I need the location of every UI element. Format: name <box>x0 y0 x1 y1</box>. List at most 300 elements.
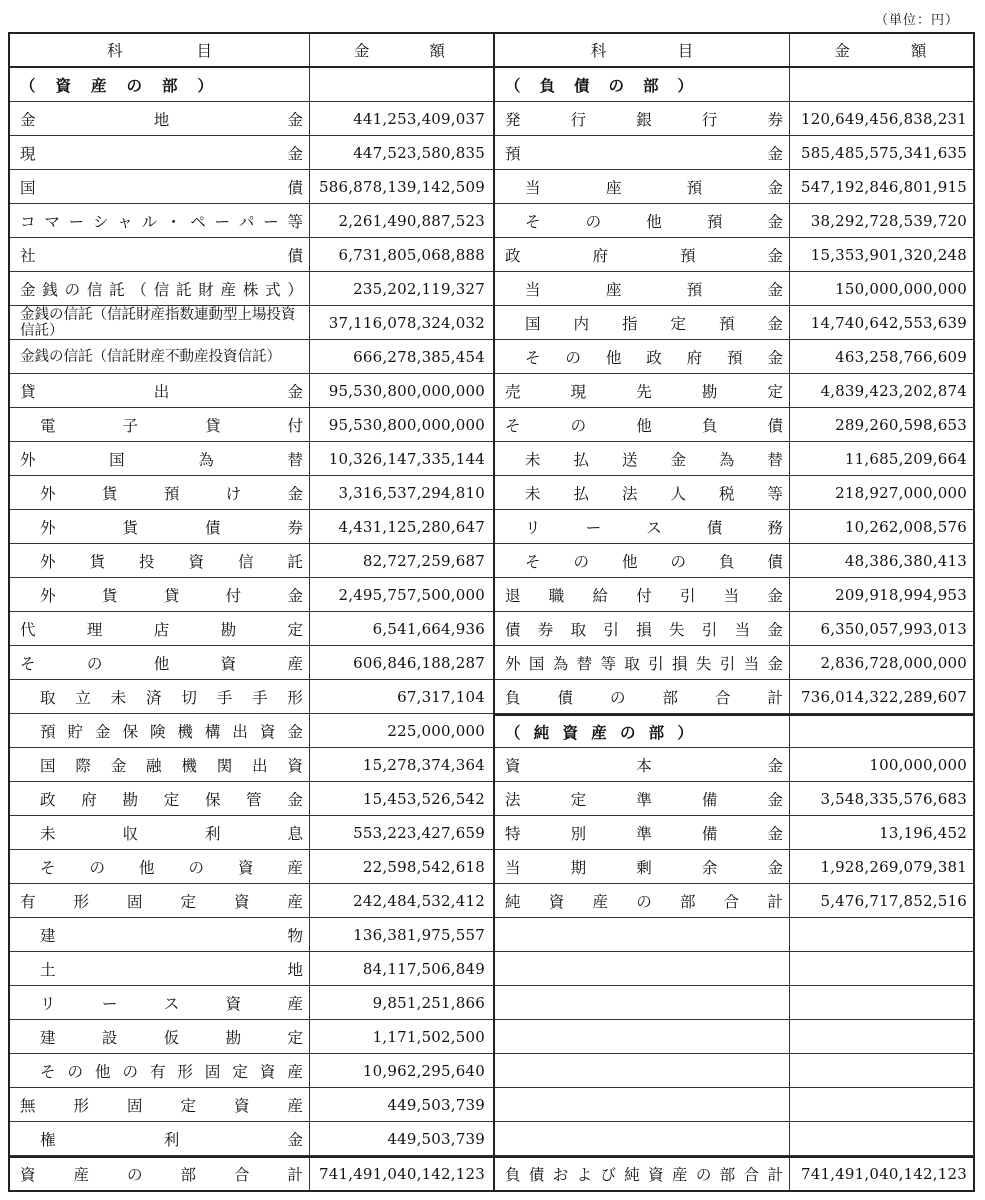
table-row <box>10 816 493 850</box>
amount-cell <box>310 544 493 577</box>
table-row <box>10 1020 493 1054</box>
row-label: 金 銭 の 信 託 （ 信 託 財 産 株 式 ） <box>20 280 303 299</box>
subject-cell <box>10 986 310 1019</box>
table-row <box>10 476 493 510</box>
amount-cell <box>790 816 975 849</box>
table-row <box>495 646 975 680</box>
row-amount: 441,253,409,037 <box>353 109 485 128</box>
table-row <box>10 680 493 714</box>
table-row <box>10 918 493 952</box>
total-row-liabilities-equity <box>495 1156 975 1190</box>
table-row <box>495 136 975 170</box>
section-title: （ 資 産 の 部 ） <box>20 75 213 95</box>
row-amount: 225,000,000 <box>387 721 485 740</box>
subject-cell <box>10 340 310 373</box>
row-amount: 14,740,642,553,639 <box>810 313 967 332</box>
subject-cell <box>10 408 310 441</box>
row-label: 金銭の信託（信託財産不動産投資信託） <box>20 348 281 365</box>
balance-sheet-table <box>8 32 975 1192</box>
row-amount: 3,316,537,294,810 <box>338 483 485 502</box>
row-label: 特 別 準 備 金 <box>505 824 783 843</box>
subject-cell <box>495 1158 790 1190</box>
amount-cell <box>310 408 493 441</box>
table-row <box>10 952 493 986</box>
row-amount: 2,261,490,887,523 <box>338 211 485 230</box>
table-row <box>495 374 975 408</box>
row-label: そ の 他 の 有 形 固 定 資 産 <box>40 1062 303 1081</box>
amount-cell <box>310 680 493 713</box>
subject-cell <box>495 442 790 475</box>
row-label: 外 貨 債 券 <box>40 518 303 537</box>
amount-cell <box>790 646 975 679</box>
subject-cell <box>10 748 310 781</box>
row-label: 国 内 指 定 預 金 <box>525 314 783 333</box>
table-row <box>10 884 493 918</box>
amount-cell <box>790 510 975 543</box>
assets-column <box>10 34 495 1190</box>
table-row <box>10 374 493 408</box>
row-label: 国 際 金 融 機 関 出 資 <box>40 756 303 775</box>
row-amount: 82,727,259,687 <box>362 551 485 570</box>
row-amount: 150,000,000,000 <box>835 279 967 298</box>
row-label: 預 貯 金 保 険 機 構 出 資 金 <box>40 722 303 741</box>
table-row <box>495 340 975 374</box>
row-amount: 2,495,757,500,000 <box>338 585 485 604</box>
row-amount: 6,541,664,936 <box>372 619 485 638</box>
row-amount: 242,484,532,412 <box>353 891 485 910</box>
amount-cell <box>310 918 493 951</box>
subject-cell <box>495 1122 790 1155</box>
row-label: 純 資 産 の 部 合 計 <box>505 892 783 911</box>
row-label: 資 本 金 <box>505 756 783 775</box>
row-label: 外 貨 預 け 金 <box>40 484 303 503</box>
subject-cell <box>10 374 310 407</box>
amount-cell <box>790 476 975 509</box>
amount-cell <box>790 1054 975 1087</box>
subject-cell <box>495 952 790 985</box>
row-amount: 15,353,901,320,248 <box>810 245 967 264</box>
amount-cell <box>790 952 975 985</box>
row-amount: 235,202,119,327 <box>353 279 485 298</box>
row-amount: 218,927,000,000 <box>835 483 967 502</box>
amount-cell <box>310 578 493 611</box>
row-label: 土 地 <box>40 960 303 979</box>
subject-cell <box>10 544 310 577</box>
row-amount: 1,171,502,500 <box>372 1027 485 1046</box>
amount-cell <box>310 952 493 985</box>
row-amount: 37,116,078,324,032 <box>328 313 485 332</box>
subject-cell <box>10 238 310 271</box>
table-row <box>495 680 975 714</box>
table-row <box>495 170 975 204</box>
empty-row <box>495 986 975 1020</box>
row-amount: 6,350,057,993,013 <box>820 619 967 638</box>
subject-cell <box>495 170 790 203</box>
row-label: 取 立 未 済 切 手 手 形 <box>40 688 303 707</box>
row-label: コ マ ー シ ャ ル ・ ペ ー パ ー 等 <box>20 212 303 231</box>
row-label: 当 座 預 金 <box>525 178 783 197</box>
amount-header: 金 額 <box>834 42 927 60</box>
amount-cell <box>790 716 975 747</box>
table-row <box>10 102 493 136</box>
amount-cell <box>310 816 493 849</box>
amount-cell <box>310 68 493 101</box>
subject-cell <box>495 1088 790 1121</box>
subject-cell <box>495 204 790 237</box>
subject-cell <box>495 238 790 271</box>
table-row <box>10 272 493 306</box>
table-row <box>10 170 493 204</box>
amount-cell <box>310 510 493 543</box>
table-row <box>10 612 493 646</box>
subject-cell <box>10 612 310 645</box>
amount-cell <box>310 170 493 203</box>
table-row <box>495 612 975 646</box>
table-row <box>10 510 493 544</box>
subject-cell <box>10 136 310 169</box>
subject-cell <box>10 952 310 985</box>
subject-cell <box>495 544 790 577</box>
subject-cell <box>495 816 790 849</box>
subject-cell <box>10 510 310 543</box>
subject-cell <box>495 136 790 169</box>
table-row <box>495 884 975 918</box>
row-amount: 585,485,575,341,635 <box>800 143 967 162</box>
subject-cell <box>10 1088 310 1121</box>
header-row <box>495 34 975 68</box>
amount-cell <box>310 612 493 645</box>
amount-cell <box>790 374 975 407</box>
table-row <box>495 850 975 884</box>
subject-cell <box>10 68 310 101</box>
empty-row <box>495 1054 975 1088</box>
table-row <box>10 340 493 374</box>
row-amount: 289,260,598,653 <box>835 415 967 434</box>
amount-cell <box>790 986 975 1019</box>
empty-row <box>495 1020 975 1054</box>
row-label: 売 現 先 勘 定 <box>505 382 783 401</box>
row-amount: 4,431,125,280,647 <box>338 517 485 536</box>
table-row <box>495 408 975 442</box>
row-amount: 136,381,975,557 <box>353 925 485 944</box>
subject-cell <box>10 272 310 305</box>
row-label: 当 座 預 金 <box>525 280 783 299</box>
row-amount: 9,851,251,866 <box>372 993 485 1012</box>
subject-cell <box>495 34 790 66</box>
total-amount: 741,491,040,142,123 <box>800 1165 967 1184</box>
row-amount: 666,278,385,454 <box>353 347 485 366</box>
row-label: 未 払 送 金 為 替 <box>525 450 783 469</box>
row-label: 債 券 取 引 損 失 引 当 金 <box>505 620 783 639</box>
row-label: 代 理 店 勘 定 <box>20 620 303 639</box>
row-label: 外 国 為 替 等 取 引 損 失 引 当 金 <box>505 654 783 673</box>
subject-cell <box>495 476 790 509</box>
row-label: 国 債 <box>20 178 303 197</box>
row-amount: 120,649,456,838,231 <box>800 109 967 128</box>
amount-cell <box>310 340 493 373</box>
row-label: 無 形 固 定 資 産 <box>20 1096 303 1115</box>
amount-cell <box>310 850 493 883</box>
table-row <box>10 136 493 170</box>
row-amount: 67,317,104 <box>397 687 485 706</box>
table-row <box>10 748 493 782</box>
table-row <box>10 646 493 680</box>
row-amount: 2,836,728,000,000 <box>820 653 967 672</box>
row-label: 法 定 準 備 金 <box>505 790 783 809</box>
subject-cell <box>10 714 310 747</box>
subject-cell <box>10 816 310 849</box>
subject-cell <box>10 646 310 679</box>
row-label: 建 設 仮 勘 定 <box>40 1028 303 1047</box>
amount-cell <box>310 34 493 66</box>
amount-cell <box>790 238 975 271</box>
row-amount: 15,453,526,542 <box>362 789 485 808</box>
row-label: 金 地 金 <box>20 110 303 129</box>
subject-cell <box>10 578 310 611</box>
amount-cell <box>310 102 493 135</box>
empty-row <box>495 952 975 986</box>
row-amount: 38,292,728,539,720 <box>810 211 967 230</box>
amount-cell <box>790 170 975 203</box>
subject-cell <box>10 1158 310 1190</box>
row-label: 貸 出 金 <box>20 382 303 401</box>
row-amount: 736,014,322,289,607 <box>800 687 967 706</box>
row-label: そ の 他 負 債 <box>505 416 783 435</box>
amount-cell <box>790 748 975 781</box>
subject-cell <box>495 1020 790 1053</box>
row-label: 外 貨 貸 付 金 <box>40 586 303 605</box>
section-row-equity <box>495 714 975 748</box>
row-label: 当 期 剰 余 金 <box>505 858 783 877</box>
row-amount: 1,928,269,079,381 <box>820 857 967 876</box>
table-row <box>495 748 975 782</box>
row-label: 未 収 利 息 <box>40 824 303 843</box>
amount-cell <box>310 272 493 305</box>
subject-cell <box>495 748 790 781</box>
subject-cell <box>10 918 310 951</box>
subject-cell <box>10 850 310 883</box>
table-row <box>10 408 493 442</box>
subject-cell <box>10 204 310 237</box>
subject-cell <box>10 782 310 815</box>
amount-cell <box>310 1158 493 1190</box>
total-label: 資 産 の 部 合 計 <box>20 1166 303 1185</box>
amount-cell <box>790 442 975 475</box>
section-title: （ 純 資 産 の 部 ） <box>505 722 693 742</box>
row-amount: 84,117,506,849 <box>362 959 485 978</box>
table-row <box>495 510 975 544</box>
row-amount: 209,918,994,953 <box>835 585 967 604</box>
row-label: 建 物 <box>40 926 303 945</box>
amount-cell <box>790 884 975 917</box>
table-row <box>495 782 975 816</box>
amount-cell <box>790 340 975 373</box>
amount-cell <box>790 918 975 951</box>
amount-cell <box>790 578 975 611</box>
table-row <box>10 204 493 238</box>
row-amount: 95,530,800,000,000 <box>328 381 485 400</box>
amount-cell <box>790 612 975 645</box>
table-row <box>10 1122 493 1156</box>
row-label: 有 形 固 定 資 産 <box>20 892 303 911</box>
row-label: 発 行 銀 行 券 <box>505 110 783 129</box>
amount-header: 金 額 <box>353 42 446 60</box>
subject-cell <box>495 884 790 917</box>
table-row <box>495 578 975 612</box>
amount-cell <box>310 714 493 747</box>
row-label: 社 債 <box>20 246 303 265</box>
amount-cell <box>310 476 493 509</box>
row-label: そ の 他 の 負 債 <box>525 552 783 571</box>
row-label: 未 払 法 人 税 等 <box>525 484 783 503</box>
row-label: 電 子 貸 付 <box>40 416 303 435</box>
amount-cell <box>790 1122 975 1155</box>
row-label: 政 府 勘 定 保 管 金 <box>40 790 303 809</box>
row-label: リ ー ス 債 務 <box>525 518 783 537</box>
table-row <box>495 306 975 340</box>
section-row-assets <box>10 68 493 102</box>
table-row <box>10 714 493 748</box>
row-label: リ ー ス 資 産 <box>40 994 303 1013</box>
row-amount: 10,262,008,576 <box>844 517 967 536</box>
table-row <box>10 306 493 340</box>
row-label: 負 債 の 部 合 計 <box>505 688 783 707</box>
empty-row <box>495 918 975 952</box>
row-amount: 606,846,188,287 <box>353 653 485 672</box>
amount-cell <box>790 102 975 135</box>
table-row <box>10 544 493 578</box>
table-row <box>495 816 975 850</box>
table-row <box>495 238 975 272</box>
table-row <box>495 272 975 306</box>
total-label: 負 債 お よ び 純 資 産 の 部 合 計 <box>505 1166 783 1185</box>
table-row <box>10 238 493 272</box>
amount-cell <box>310 204 493 237</box>
amount-cell <box>310 442 493 475</box>
row-label: 金銭の信託（信託財産指数連動型上場投資信託） <box>20 306 296 339</box>
subject-cell <box>10 34 310 66</box>
row-amount: 553,223,427,659 <box>353 823 485 842</box>
row-amount: 6,731,805,068,888 <box>338 245 485 264</box>
row-amount: 11,685,209,664 <box>844 449 967 468</box>
subject-cell <box>495 782 790 815</box>
table-row <box>495 204 975 238</box>
amount-cell <box>310 306 493 339</box>
row-label: 政 府 預 金 <box>505 246 783 265</box>
header-row <box>10 34 493 68</box>
total-row-assets <box>10 1156 493 1190</box>
subject-cell <box>10 1054 310 1087</box>
section-row-liabilities <box>495 68 975 102</box>
row-amount: 463,258,766,609 <box>835 347 967 366</box>
row-amount: 10,962,295,640 <box>362 1061 485 1080</box>
subject-cell <box>10 170 310 203</box>
row-amount: 5,476,717,852,516 <box>820 891 967 910</box>
table-row <box>495 544 975 578</box>
amount-cell <box>790 204 975 237</box>
table-row <box>10 442 493 476</box>
empty-row <box>495 1088 975 1122</box>
row-label: 現 金 <box>20 144 303 163</box>
row-label: 権 利 金 <box>40 1130 303 1149</box>
amount-cell <box>790 1158 975 1190</box>
row-amount: 449,503,739 <box>387 1095 485 1114</box>
amount-cell <box>310 986 493 1019</box>
row-amount: 586,878,139,142,509 <box>318 177 485 196</box>
amount-cell <box>310 1122 493 1155</box>
subject-cell <box>495 918 790 951</box>
amount-cell <box>790 680 975 713</box>
subject-cell <box>10 476 310 509</box>
amount-cell <box>790 850 975 883</box>
row-amount: 547,192,846,801,915 <box>800 177 967 196</box>
amount-cell <box>310 238 493 271</box>
row-label: そ の 他 の 資 産 <box>40 858 303 877</box>
subject-cell <box>495 850 790 883</box>
amount-cell <box>310 884 493 917</box>
subject-cell <box>495 510 790 543</box>
row-amount: 100,000,000 <box>869 755 967 774</box>
subject-cell <box>495 612 790 645</box>
subject-cell <box>495 68 790 101</box>
amount-cell <box>790 34 975 66</box>
row-amount: 22,598,542,618 <box>362 857 485 876</box>
subject-cell <box>495 1054 790 1087</box>
row-amount: 449,503,739 <box>387 1129 485 1148</box>
subject-cell <box>495 986 790 1019</box>
table-row <box>10 986 493 1020</box>
unit-note: （単位：円） <box>874 13 959 28</box>
row-label: そ の 他 資 産 <box>20 654 303 673</box>
amount-cell <box>790 306 975 339</box>
row-amount: 3,548,335,576,683 <box>820 789 967 808</box>
row-label: そ の 他 預 金 <box>525 212 783 231</box>
row-amount: 95,530,800,000,000 <box>328 415 485 434</box>
subject-cell <box>495 680 790 713</box>
amount-cell <box>790 408 975 441</box>
subject-cell <box>10 884 310 917</box>
amount-cell <box>790 68 975 101</box>
total-amount: 741,491,040,142,123 <box>318 1165 485 1184</box>
table-row <box>10 578 493 612</box>
row-label: そ の 他 政 府 預 金 <box>525 348 783 367</box>
subject-cell <box>495 578 790 611</box>
amount-cell <box>310 646 493 679</box>
amount-cell <box>310 748 493 781</box>
empty-row <box>495 1122 975 1156</box>
amount-cell <box>790 1020 975 1053</box>
liabilities-column <box>495 34 975 1190</box>
table-row <box>10 850 493 884</box>
row-label: 外 貨 投 資 信 託 <box>40 552 303 571</box>
amount-cell <box>790 272 975 305</box>
amount-cell <box>790 136 975 169</box>
amount-cell <box>790 1088 975 1121</box>
subject-cell <box>10 1122 310 1155</box>
section-title: （ 負 債 の 部 ） <box>505 75 693 95</box>
row-label: 退 職 給 付 引 当 金 <box>505 586 783 605</box>
row-amount: 13,196,452 <box>879 823 967 842</box>
subject-cell <box>10 102 310 135</box>
subject-cell <box>495 646 790 679</box>
subject-cell <box>495 272 790 305</box>
amount-cell <box>310 136 493 169</box>
amount-cell <box>790 544 975 577</box>
subject-cell <box>495 408 790 441</box>
subject-cell <box>495 306 790 339</box>
row-amount: 48,386,380,413 <box>844 551 967 570</box>
amount-cell <box>310 1020 493 1053</box>
